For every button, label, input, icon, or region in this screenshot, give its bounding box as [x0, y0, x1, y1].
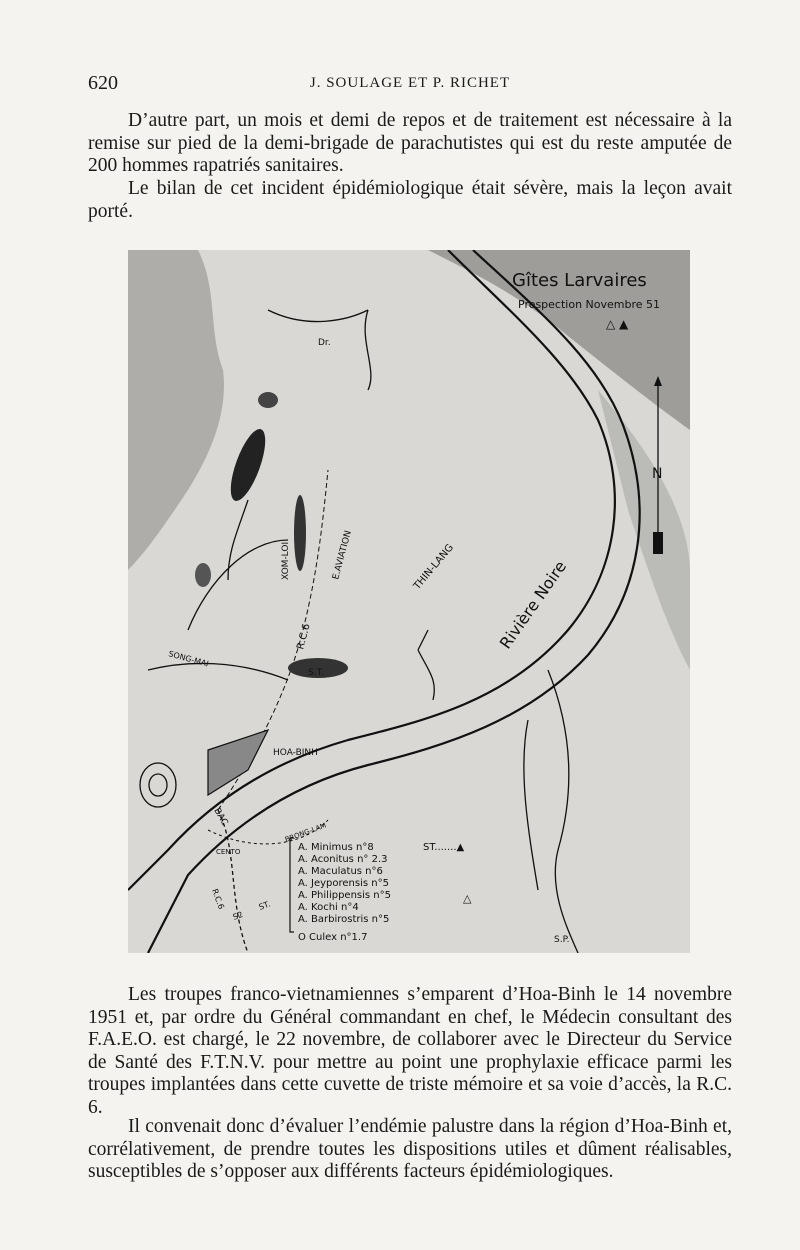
stream-songmai [148, 663, 288, 680]
hill-contour-2 [149, 774, 167, 796]
stream-6 [524, 720, 538, 890]
stream-5 [228, 500, 248, 580]
legend-item-extra: ST.......▲ [423, 842, 465, 853]
label-sp: S.P. [554, 935, 570, 945]
hill-shading-left [128, 250, 224, 570]
map-subtitle: Prospection Novembre 51 [518, 298, 661, 311]
label-rc6-south: R.C.6 [210, 887, 226, 911]
page-header [88, 72, 732, 98]
map-title-symbols: △ ▲ [606, 317, 629, 331]
north-label: N [652, 466, 663, 482]
map-title: Gîtes Larvaires [512, 270, 647, 291]
larval-site-2 [258, 392, 278, 408]
legend-item: A. Jeyporensis n°5 [298, 878, 389, 889]
legend-item: A. Barbirostris n°5 [298, 914, 390, 925]
legend-item: A. Philippensis n°5 [298, 890, 391, 901]
legend-item: A. Aconitus n° 2.3 [298, 854, 388, 865]
label-xom-loi: XOM-LOI [281, 541, 291, 580]
stream-3 [418, 630, 434, 700]
label-dr: Dr. [318, 338, 331, 348]
larval-site-3 [195, 563, 211, 587]
legend-item-extra: △ [463, 892, 472, 905]
legend-item: A. Minimus n°8 [298, 842, 374, 853]
legend-item: O Culex n°1.7 [298, 932, 368, 943]
map-legend [290, 838, 472, 943]
stream-sp [548, 670, 578, 953]
running-head: J. SOULAGE ET P. RICHET [309, 75, 511, 91]
legend-item: A. Maculatus n°6 [298, 866, 383, 877]
paragraph-3: Les troupes franco-vietnamiennes s’emparent d’Hoa-Binh le 14 novembre 1951 et, par ordre du Général commandant en chef, le Médecin consultant des F.A.E.O. est chargé, le 22 novembre, de collaborer avec le Directeur du Service de Santé des F.T.N.V. pour mettre au point une prophylaxie efficace parmi les troupes implantées dans cette cuvette de triste mémoire et sa voie d’accès, la R.C. 6. [88, 984, 732, 1118]
larval-site-dark-1 [224, 425, 273, 505]
map-svg [128, 250, 690, 953]
label-riviere-noire: Rivière Noire [495, 557, 571, 653]
label-st: S.T. [308, 668, 324, 678]
label-bac: BAC [211, 806, 230, 828]
page-number: 620 [88, 72, 118, 94]
label-st2: ST. [257, 899, 272, 912]
label-thin-lang: THIN-LANG [411, 542, 457, 592]
stream-2 [268, 310, 368, 322]
label-aviation: E.AVIATION [331, 529, 354, 581]
legend-item: A. Kochi n°4 [298, 902, 359, 913]
label-song-mai: SONG-MAI [167, 649, 210, 669]
north-arrow-tail [653, 532, 663, 554]
stream-1 [365, 310, 371, 390]
label-bong-lam: BRONG-LAM [283, 821, 328, 844]
hill-contour-1 [140, 763, 176, 807]
paragraph-4: Il convenait donc d’évaluer l’endémie palustre dans la région d’Hoa-Binh et, corrélativement, de prendre toutes les dispositions utiles et dûment réalisables, susceptibles de s’opposer aux différents facteurs épidémiologiques. [88, 1116, 732, 1182]
larval-site-xom-loi [294, 495, 306, 571]
paragraph-1: D’autre part, un mois et demi de repos et de traitement est nécessaire à la remise sur pied de la demi-brigade de parachutistes qui est du reste amputée de 200 hommes rapatriés sanitaires. [88, 110, 732, 176]
paragraph-2: Le bilan de cet incident épidémiologique était sévère, mais la leçon avait porté. [88, 178, 732, 222]
label-rc6: R.C.6 [295, 622, 313, 651]
label-hoa-binh: HOA-BINH [273, 748, 318, 758]
label-centre: CENTO [216, 848, 241, 856]
hatched-area [208, 730, 268, 795]
map-figure [128, 250, 690, 953]
legend-bracket [290, 838, 294, 932]
label-s2: S2 [231, 909, 245, 922]
